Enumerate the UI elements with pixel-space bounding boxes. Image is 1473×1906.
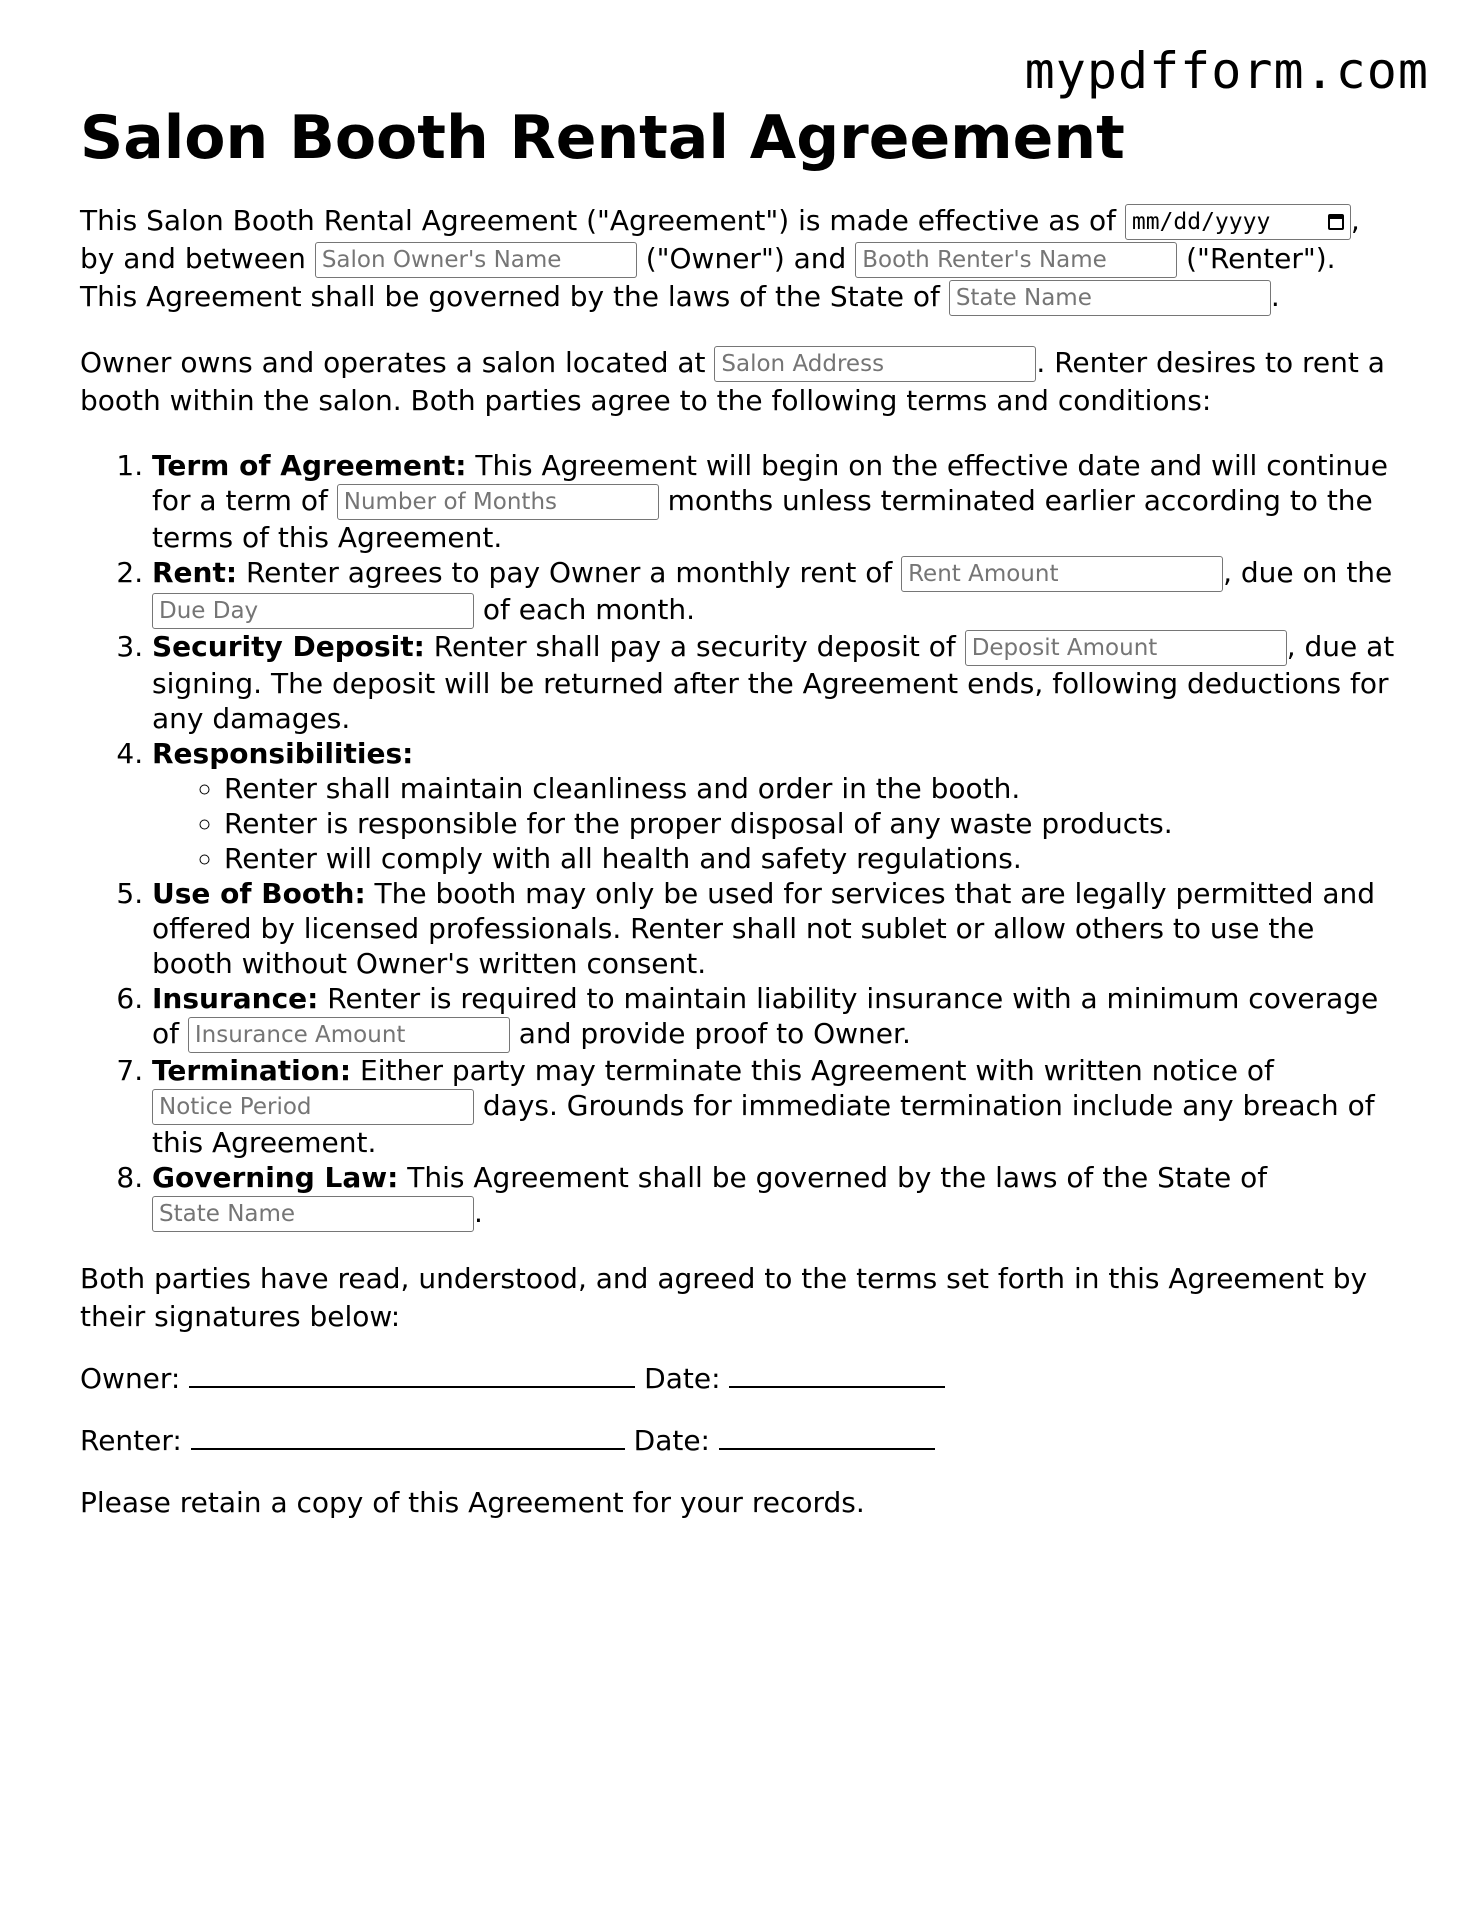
calendar-icon[interactable] — [1328, 214, 1344, 230]
closing-paragraph: Both parties have read, understood, and agreed to the terms set forth in this Agreement by their signatures below: — [80, 1262, 1368, 1333]
use-heading: Use of Booth: — [152, 877, 366, 910]
salon-text-2: . Renter desires to rent a booth within the salon. Both parties agree to the following terms and conditions: — [80, 346, 1385, 417]
effective-date-placeholder: mm/dd/yyyy — [1131, 209, 1271, 235]
law-text-2: . — [474, 1196, 483, 1229]
responsibility-item: ◦ Renter shall maintain cleanliness and order in the booth. — [224, 771, 1400, 806]
governing-law-item — [152, 1160, 1400, 1232]
insurance-amount-input[interactable] — [188, 1017, 510, 1053]
rent-text-2: , due on the — [1223, 556, 1393, 589]
owner-signature-row — [80, 1360, 1400, 1398]
owner-date-line[interactable] — [729, 1362, 945, 1388]
intro-text-1: This Salon Booth Rental Agreement ("Agreement") is made effective as of — [80, 204, 1125, 237]
term-of-agreement-item — [152, 448, 1400, 555]
intro-text-6: This Agreement shall be governed by the laws of the State of — [80, 280, 949, 313]
salon-text-1: Owner owns and operates a salon located at — [80, 346, 715, 379]
renter-signature-line[interactable] — [191, 1424, 625, 1450]
terms-list — [80, 448, 1400, 1232]
rent-item — [152, 555, 1400, 629]
use-of-booth-item — [152, 876, 1400, 981]
salon-address-input[interactable] — [714, 346, 1036, 382]
use-text: The booth may only be used for services that are legally permitted and offered by licensed professionals. Renter shall not sublet or allow others to use the booth without Owner's written consent. — [152, 877, 1376, 980]
renter-signature-row — [80, 1422, 1400, 1460]
renter-date-label: Date: — [624, 1424, 719, 1457]
termination-text-1: Either party may terminate this Agreement with written notice of — [351, 1054, 1274, 1087]
intro-paragraph — [80, 202, 1400, 316]
intro-text-5: ("Renter"). — [1177, 242, 1336, 275]
notice-period-input[interactable] — [152, 1089, 474, 1125]
responsibilities-list — [152, 771, 1400, 876]
footer-note: Please retain a copy of this Agreement for your records. — [80, 1486, 865, 1519]
responsibility-item: ◦ Renter is responsible for the proper disposal of any waste products. — [224, 806, 1400, 841]
page-title: Salon Booth Rental Agreement — [80, 103, 1125, 173]
effective-date-input[interactable] — [1125, 204, 1351, 240]
rent-heading: Rent: — [152, 556, 238, 589]
deposit-amount-input[interactable] — [965, 630, 1287, 666]
rent-amount-input[interactable] — [901, 556, 1223, 592]
intro-text-7: . — [1270, 280, 1280, 313]
salon-paragraph — [80, 344, 1400, 420]
termination-heading: Termination: — [152, 1054, 352, 1087]
renter-signature-label: Renter: — [80, 1424, 191, 1457]
owner-name-input[interactable] — [315, 242, 637, 278]
agreement-document — [80, 96, 1400, 1522]
site-watermark: mypdfform.com — [1024, 42, 1429, 100]
renter-name-input[interactable] — [855, 242, 1177, 278]
deposit-heading: Security Deposit: — [152, 630, 425, 663]
law-heading: Governing Law: — [152, 1161, 399, 1194]
intro-text-3: by and between — [80, 242, 315, 275]
governing-state-input[interactable] — [152, 1196, 474, 1232]
term-text-1: This Agreement will begin on the effective date and will continue for a term of — [152, 449, 1388, 517]
owner-date-label: Date: — [635, 1362, 730, 1395]
term-text-2: months unless terminated earlier according to the terms of this Agreement. — [152, 484, 1373, 554]
number-of-months-input[interactable] — [337, 484, 659, 520]
state-name-input[interactable] — [949, 280, 1271, 316]
responsibilities-heading: Responsibilities: — [152, 737, 414, 770]
term-heading: Term of Agreement: — [152, 449, 467, 482]
intro-text-4: ("Owner") and — [636, 242, 856, 275]
termination-item — [152, 1053, 1400, 1160]
insurance-text-1: Renter is required to maintain liability insurance with a minimum coverage of — [152, 982, 1379, 1050]
renter-date-line[interactable] — [719, 1424, 935, 1450]
insurance-text-2: and provide proof to Owner. — [509, 1017, 911, 1050]
termination-text-2: days. Grounds for immediate termination include any breach of this Agreement. — [152, 1089, 1375, 1159]
responsibilities-item — [152, 736, 1400, 876]
law-text-1: This Agreement shall be governed by the laws of the State of — [398, 1161, 1268, 1194]
owner-signature-label: Owner: — [80, 1362, 190, 1395]
security-deposit-item — [152, 629, 1400, 736]
deposit-text-2: , due at signing. The deposit will be returned after the Agreement ends, following deductions for any damages. — [152, 630, 1395, 735]
deposit-text-1: Renter shall pay a security deposit of — [424, 630, 965, 663]
rent-text-3: of each month. — [474, 593, 695, 626]
due-day-input[interactable] — [152, 593, 474, 629]
insurance-heading: Insurance: — [152, 982, 319, 1015]
insurance-item — [152, 981, 1400, 1053]
responsibility-item: ◦ Renter will comply with all health and safety regulations. — [224, 841, 1400, 876]
intro-text-2: , — [1350, 204, 1360, 237]
owner-signature-line[interactable] — [189, 1362, 635, 1388]
rent-text-1: Renter agrees to pay Owner a monthly rent of — [237, 556, 902, 589]
